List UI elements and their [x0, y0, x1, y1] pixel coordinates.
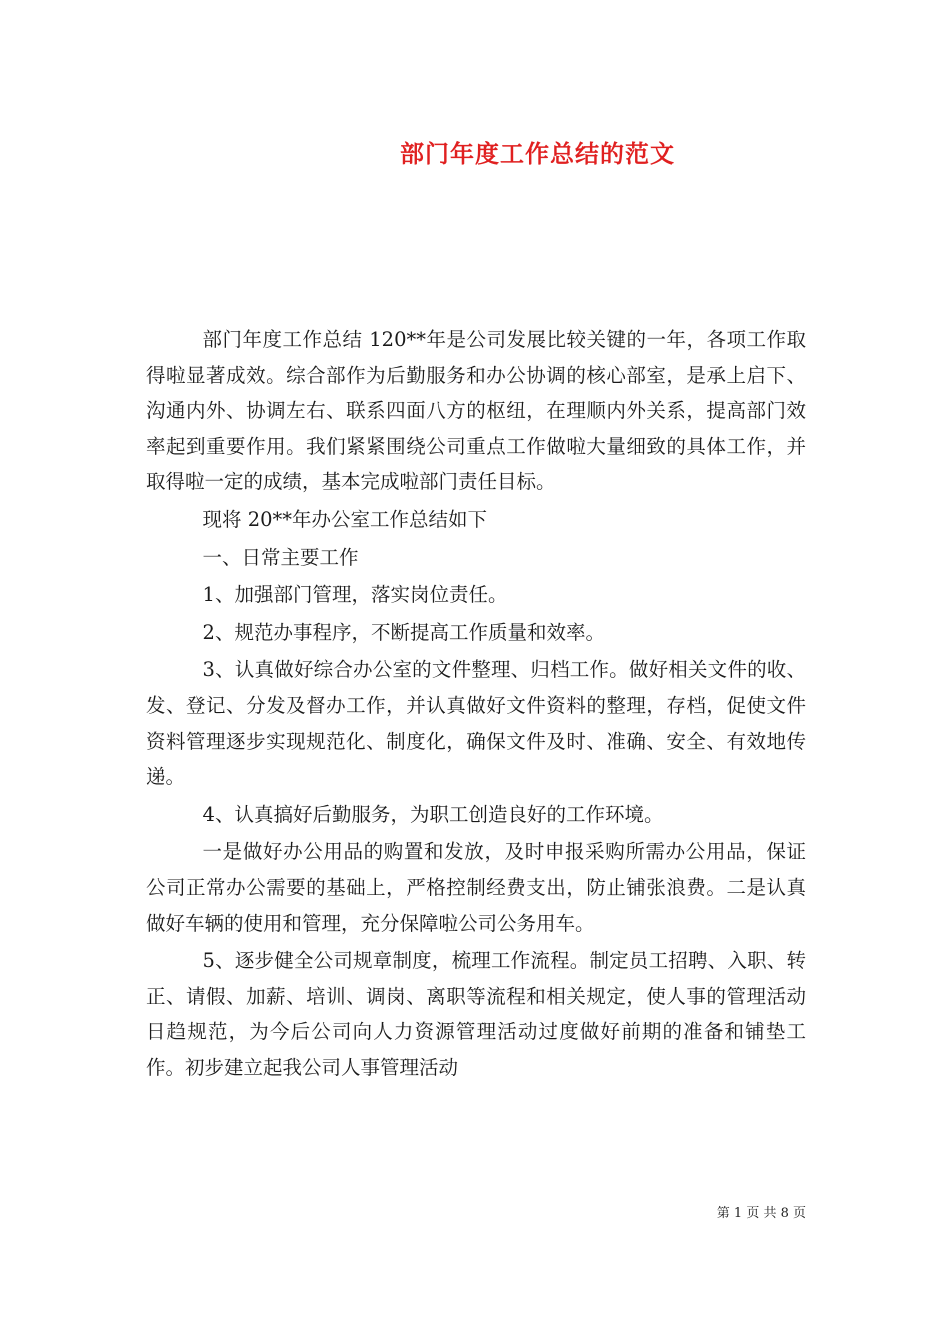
page-footer: 第 1 页 共 8 页 [716, 1206, 806, 1221]
section-heading: 一、日常主要工作 [202, 545, 359, 569]
paragraph-summary-lead: 现将 20**年办公室工作总结如下 [202, 507, 488, 531]
list-item-2: 2、规范办事程序，不断提高工作质量和效率。 [202, 620, 605, 644]
list-item-5: 5、逐步健全公司规章制度，梳理工作流程。制定员工招聘、入职、转正、请假、加薪、培训、调岗、离职等流程和相关规定，使人事的管理活动日趋规范，为今后公司向人力资源管理活动过度做好前期的准备和铺垫工作。初步建立起我公司人事管理活动 [146, 949, 806, 1079]
document-title: 部门年度工作总结的范文 [400, 139, 675, 168]
list-item-4: 4、认真搞好后勤服务，为职工创造良好的工作环境。 [202, 802, 664, 826]
list-item-1: 1、加强部门管理，落实岗位责任。 [202, 583, 508, 607]
document-body [146, 322, 806, 1085]
list-item-3: 3、认真做好综合办公室的文件整理、归档工作。做好相关文件的收、发、登记、分发及督办工作，并认真做好文件资料的整理，存档，促使文件资料管理逐步实现规范化、制度化，确保文件及时、准确、安全、有效地传递。 [146, 658, 806, 789]
paragraph-intro: 部门年度工作总结 120**年是公司发展比较关键的一年，各项工作取得啦显著成效。综合部作为后勤服务和办公协调的核心部室，是承上启下、沟通内外、协调左右、联系四面八方的枢纽，在理顺内外关系，提高部门效率起到重要作用。我们紧紧围绕公司重点工作做啦大量细致的具体工作，并取得啦一定的成绩，基本完成啦部门责任目标。 [146, 328, 806, 494]
paragraph-supplies: 一是做好办公用品的购置和发放，及时申报采购所需办公用品，保证公司正常办公需要的基础上，严格控制经费支出，防止铺张浪费。二是认真做好车辆的使用和管理，充分保障啦公司公务用车。 [146, 840, 806, 935]
